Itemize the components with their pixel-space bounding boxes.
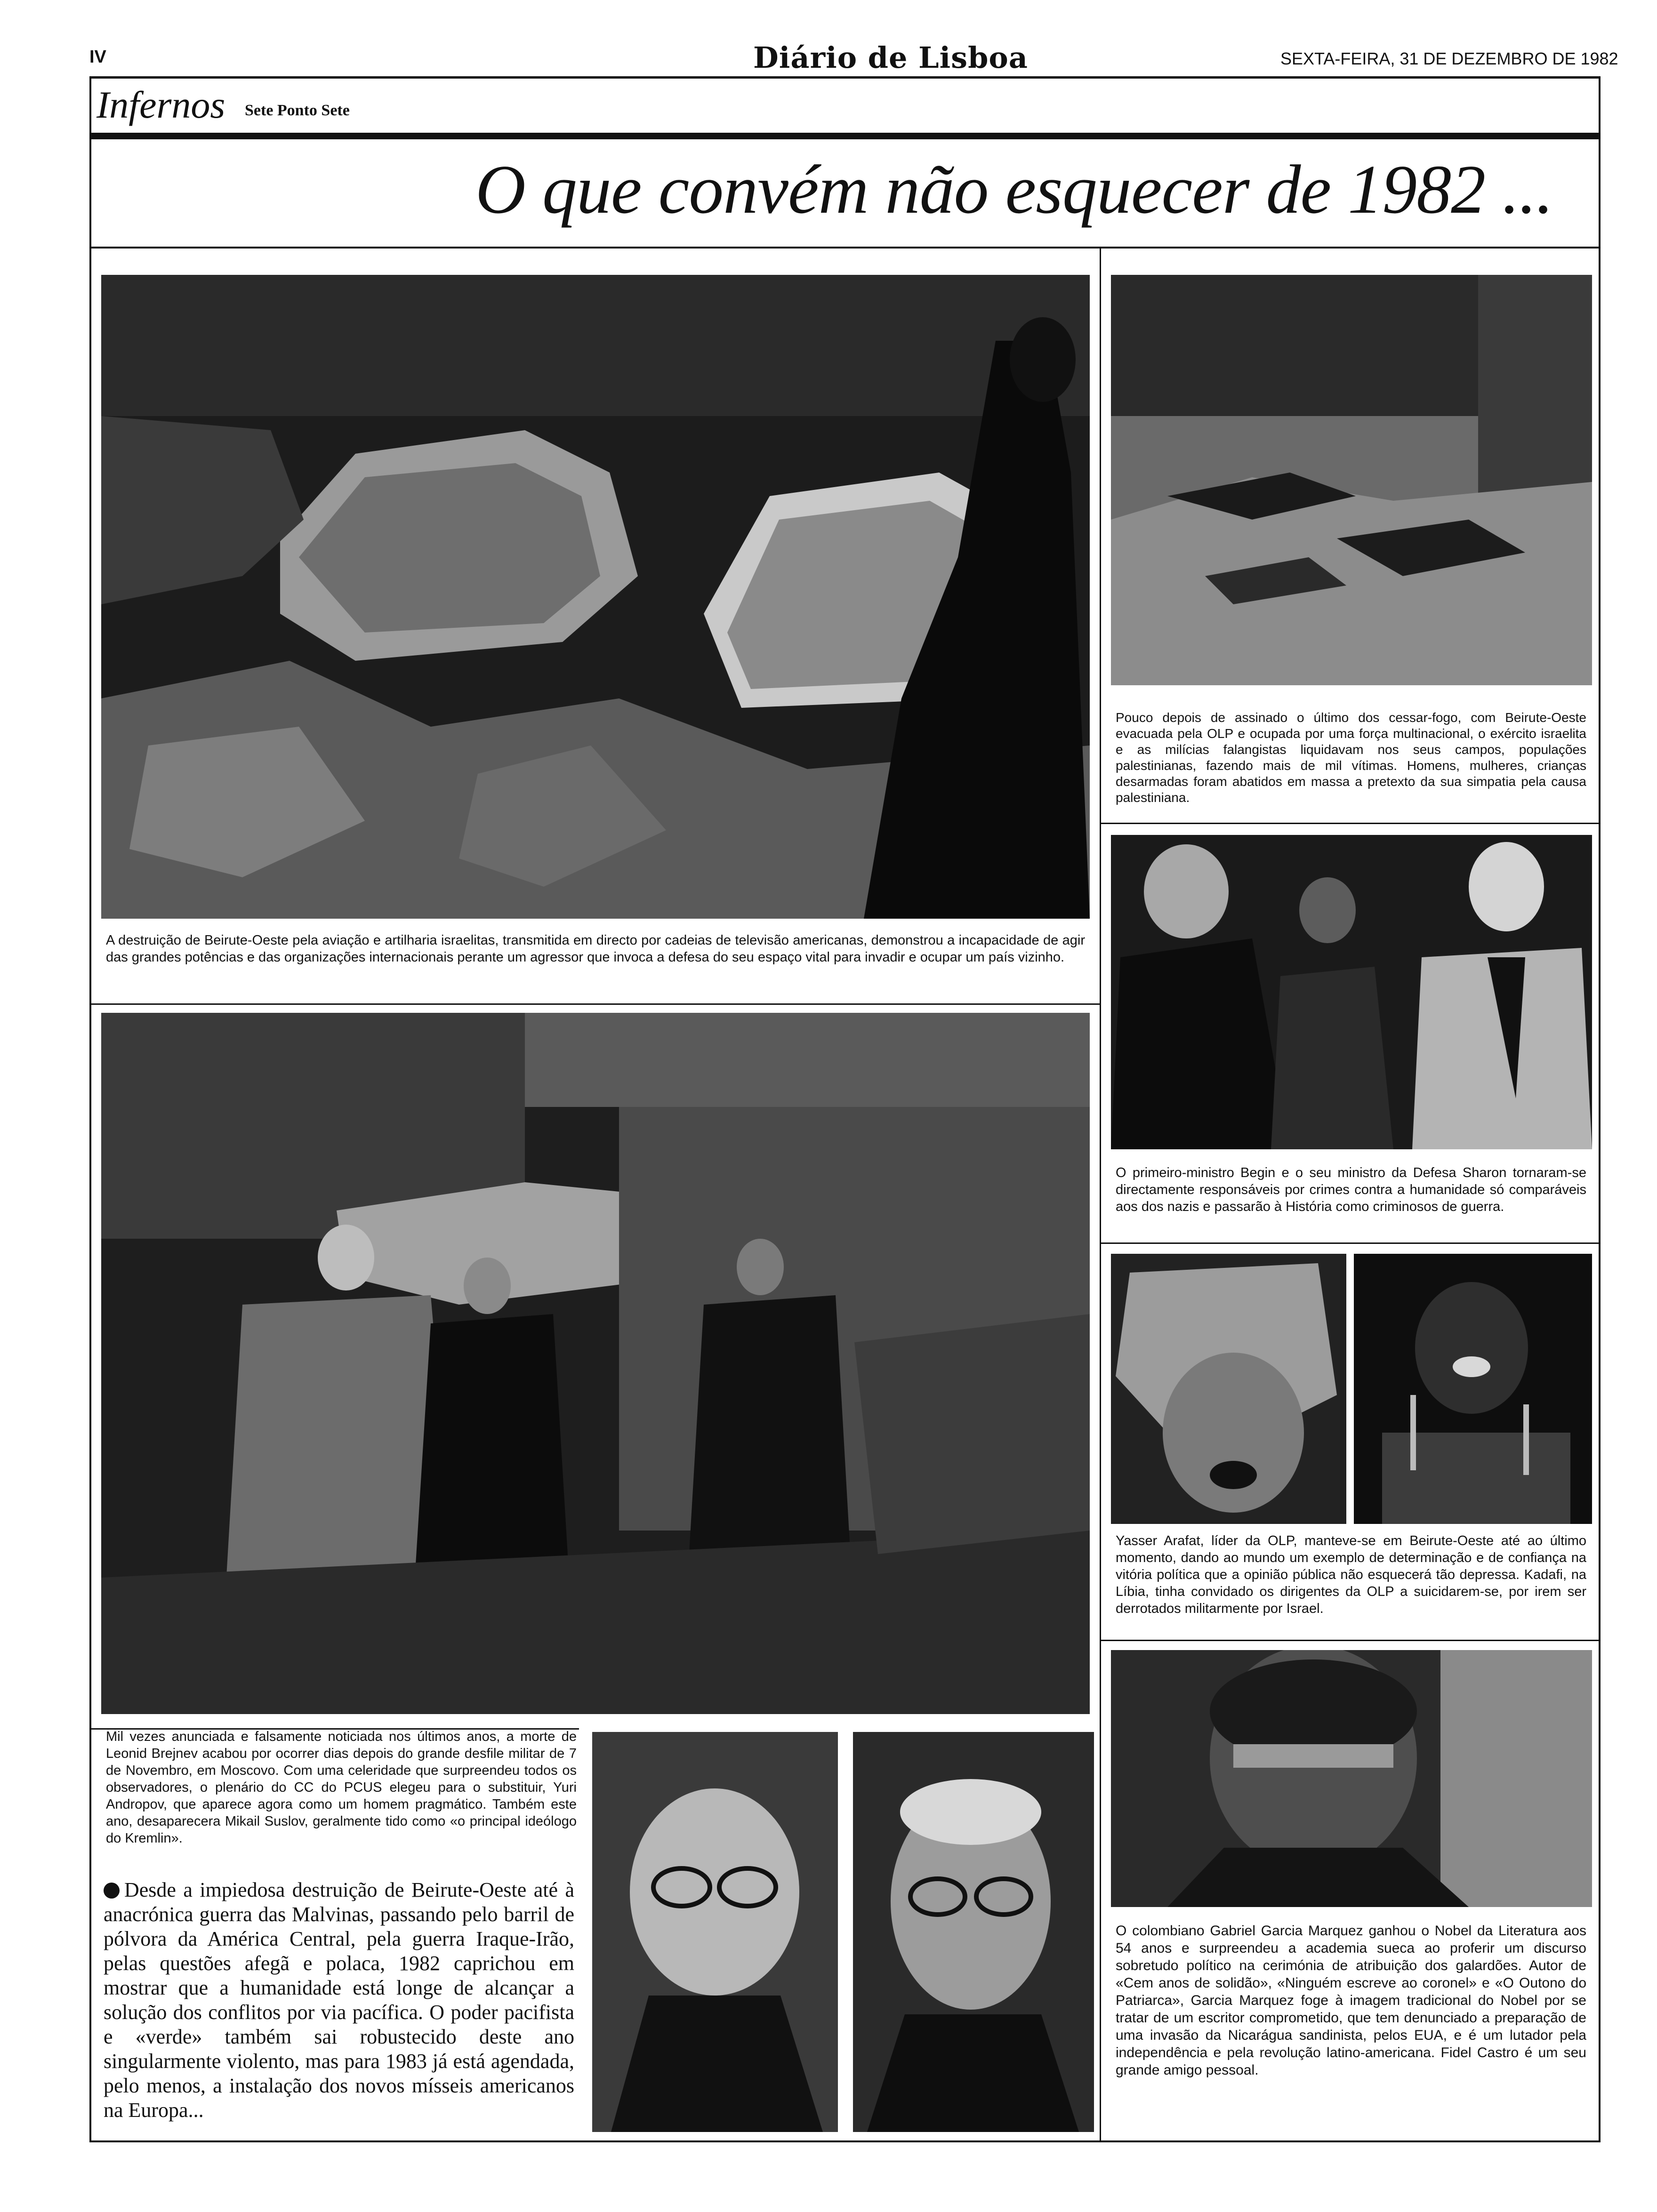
photo-suslov — [853, 1732, 1094, 2132]
frame-right — [1599, 76, 1601, 2142]
header-rule — [89, 76, 1601, 79]
bullet-dot-icon — [104, 1883, 120, 1899]
caption-beirut-destruction: A destruição de Beirute-Oeste pela aviação e artilharia israelitas, transmitida em directo por cadeias de televisão americanas, demonstrou a incapacidade de agir das grandes potências e das organizações internacionais perante um agressor que invoca a defesa do seu espaço vital para invadir e ocupar um país vizinho. — [106, 933, 1085, 965]
lead-text — [104, 1878, 574, 2123]
photo-kadafi — [1354, 1254, 1592, 1524]
page-number: IV — [89, 47, 106, 67]
masthead: Diário de Lisboa — [753, 40, 1028, 75]
caption-massacre: Pouco depois de assinado o último dos cessar-fogo, com Beirute-Oeste evacuada pela OLP e ocupada por uma força multinacional, o exército israelita e as milícias falangistas liquidavam nos seus campos, populações palestinianas, fazendo mais de mil vítimas. Homens, mulheres, crianças desarmadas foram abatidos em massa a pretexto da sua simpatia pela causa palestiniana. — [1116, 710, 1586, 805]
caption-arafat: Yasser Arafat, líder da OLP, manteve-se em Beirute-Oeste até ao último momento, dando ao mundo um exemplo de determinação e de confiança na vitória política que a opinião pública não esquecerá tão depressa. Kadafi, na Líbia, tinha convidado os dirigentes da OLP a suicidarem-se, por irem ser derrotados militarmente por Israel. — [1116, 1533, 1586, 1616]
photo-garcia-marquez — [1111, 1650, 1592, 1907]
photo-begin-sharon — [1111, 835, 1592, 1149]
frame-left — [89, 76, 91, 2142]
issue-date: SEXTA-FEIRA, 31 DE DEZEMBRO DE 1982 — [1280, 49, 1618, 68]
photo-arafat — [1111, 1254, 1346, 1524]
caption-begin-sharon: O primeiro-ministro Begin e o seu ministro da Defesa Sharon tornaram-se directamente responsáveis por crimes contra a humanidade só comparáveis aos dos nazis e passarão à História como criminosos de guerra. — [1116, 1165, 1586, 1214]
section-name: Infernos — [97, 83, 225, 126]
photo-massacre — [1111, 275, 1592, 685]
row-rule-right-3 — [1100, 1640, 1601, 1641]
column-divider — [1100, 248, 1101, 2140]
row-rule-right-1 — [1100, 823, 1601, 824]
page-headline: O que convém não esquecer de 1982 ... — [475, 151, 1553, 228]
photo-brejnev-funeral — [101, 1013, 1090, 1714]
lead-text-body: Desde a impiedosa destruição de Beirute-Oeste até à anacrónica guerra das Malvinas, passando pelo barril de pólvora da América Central, pela guerra Iraque-Irão, pelas questões afegã e polaca, 1982 caprichou em mostrar que a humanidade está longe de alcançar a solução dos conflitos por via pacífica. O poder pacifista e «verde» também sai robustecido deste ano singularmente violento, mas para 1983 já está agendada, pelo menos, a instalação dos novos mísseis americanos na Europa... — [104, 1878, 574, 2122]
photo-andropov — [592, 1732, 838, 2132]
section-subtitle: Sete Ponto Sete — [245, 102, 350, 119]
frame-bottom — [89, 2140, 1601, 2142]
photo-beirut-destruction — [101, 275, 1090, 919]
caption-garcia-marquez: O colombiano Gabriel Garcia Marquez ganhou o Nobel da Literatura aos 54 anos e surpreendeu a academia sueca ao proferir um discurso sobretudo político na cerimónia de atribuição dos galardões. Autor de «Cem anos de solidão», «Ninguém escreve ao coronel» e «O Outono do Patriarca», Garcia Marquez foge à imagem tradicional do Nobel por se tratar de um escritor comprometido, que tem denunciado a preparação de uma invasão da Nicarágua sandinista, pelos EUA, e é um lutador pela independência e pela revolução latino-americana. Fidel Castro é um seu grande amigo pessoal. — [1116, 1923, 1586, 2078]
caption-brejnev: Mil vezes anunciada e falsamente noticiada nos últimos anos, a morte de Leonid Brejnev acabou por ocorrer dias depois do grande desfile militar de 7 de Novembro, em Moscovo. Com uma celeridade que surpreendeu todos os observadores, o plenário do CC do PCUS elegeu para o substituir, Yuri Andropov, que aparece agora como um homem pragmático. Também este ano, desaparecera Mikail Suslov, geralmente tido como «o principal ideólogo do Kremlin». — [106, 1729, 577, 1846]
headline-rule — [89, 247, 1601, 248]
section-bar-rule — [89, 133, 1601, 139]
row-rule-left — [89, 1003, 1100, 1005]
row-rule-right-2 — [1100, 1242, 1601, 1244]
